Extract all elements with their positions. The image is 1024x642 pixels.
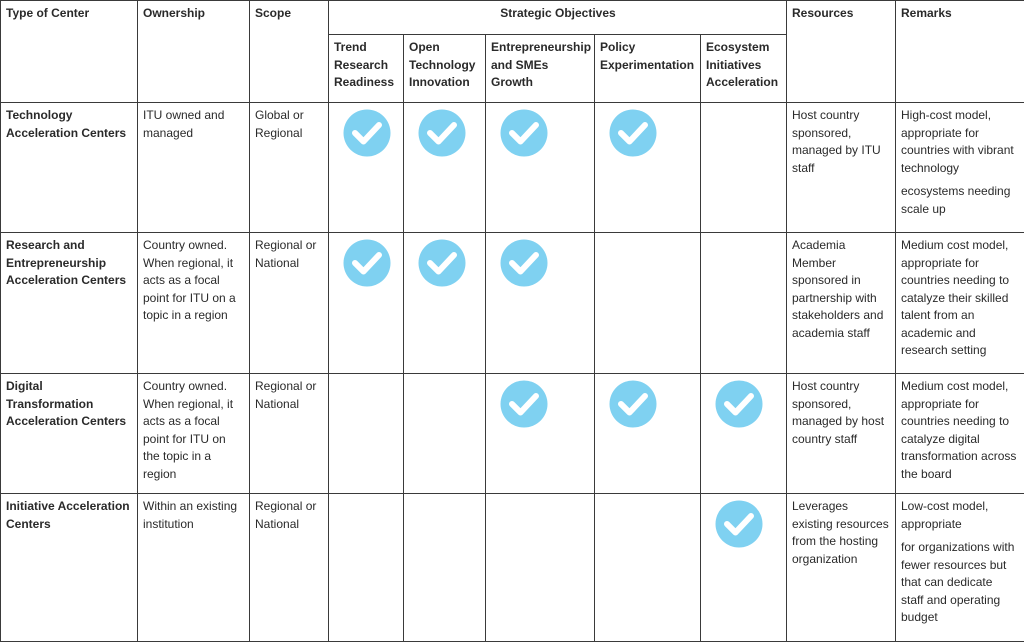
- text-line: for organizations with: [901, 540, 1015, 554]
- text-line: the board: [901, 466, 952, 481]
- cell-objective-check: [595, 103, 701, 233]
- text-line: Policy: [600, 40, 636, 54]
- text-line: Open: [409, 40, 440, 54]
- cell-ownership: [138, 233, 250, 374]
- header-objective: [701, 35, 787, 103]
- check-circle-icon: [715, 380, 763, 428]
- cell-scope: [250, 494, 329, 642]
- cell-objective-check: [329, 103, 404, 233]
- text-line: National: [255, 396, 300, 411]
- text-line: Country owned.: [143, 379, 228, 393]
- text-line: budget: [901, 610, 938, 624]
- text-line: appropriate for: [901, 255, 980, 270]
- text-line: organization: [792, 551, 858, 566]
- check-circle-icon: [500, 239, 548, 287]
- text-line: Country owned.: [143, 238, 228, 252]
- header-scope: Scope: [250, 1, 329, 103]
- text-line: Trend: [334, 40, 367, 54]
- check-circle-icon: [609, 109, 657, 157]
- text-line: Acceleration Centers: [6, 125, 127, 140]
- cell-ownership: [138, 374, 250, 494]
- cell-scope: [250, 233, 329, 374]
- cell-remarks: [896, 494, 1024, 642]
- header-objective: [404, 35, 486, 103]
- cell-objective-check: [486, 103, 595, 233]
- text-line: Entrepreneurship: [6, 255, 107, 270]
- text-line: point for ITU on: [143, 431, 226, 446]
- text-line: Academia: [792, 238, 846, 252]
- text-line: Acceleration: [706, 75, 779, 89]
- text-line: Research: [334, 57, 389, 72]
- cell-objective-check: [701, 233, 787, 374]
- table-body: [1, 103, 1024, 642]
- text-line: stakeholders and: [792, 308, 884, 322]
- remarks-paragraph: [901, 378, 1020, 483]
- table-row: [1, 233, 1024, 374]
- cell-type-of-center: [1, 233, 138, 374]
- cell-objective-check: [595, 374, 701, 494]
- text-line: Acceleration Centers: [6, 273, 127, 287]
- text-line: technology: [901, 160, 960, 175]
- text-line: academic and: [901, 325, 976, 340]
- text-line: topic in a region: [143, 308, 228, 322]
- text-line: Innovation: [409, 75, 470, 89]
- text-line: Growth: [491, 75, 533, 89]
- text-line: talent from an: [901, 308, 975, 322]
- text-line: When regional, it: [143, 255, 234, 270]
- cell-remarks: [896, 233, 1024, 374]
- table-row: [1, 374, 1024, 494]
- text-line: Initiatives: [706, 57, 762, 72]
- table-row: [1, 494, 1024, 642]
- text-line: Experimentation: [600, 57, 695, 72]
- cell-type-of-center: [1, 494, 138, 642]
- text-line: appropriate for: [901, 125, 980, 140]
- cell-objective-check: [701, 374, 787, 494]
- cell-resources: [787, 374, 896, 494]
- text-line: Regional: [255, 125, 303, 140]
- text-line: research setting: [901, 343, 987, 357]
- cell-ownership: [138, 494, 250, 642]
- text-line: Global or: [255, 108, 304, 122]
- text-line: Acceleration Centers: [6, 414, 127, 428]
- text-line: Host country: [792, 379, 860, 393]
- text-line: High-cost model,: [901, 108, 992, 122]
- text-line: Medium cost model,: [901, 379, 1009, 393]
- cell-objective-check: [595, 494, 701, 642]
- header-remarks: Remarks: [896, 1, 1024, 103]
- text-line: Regional or: [255, 499, 317, 513]
- cell-objective-check: [404, 103, 486, 233]
- text-line: appropriate: [901, 516, 962, 531]
- remarks-paragraph: [901, 107, 1020, 177]
- cell-remarks: [896, 103, 1024, 233]
- text-line: Member: [792, 255, 837, 270]
- text-line: and SMEs: [491, 57, 549, 72]
- header-type-of-center: Type of Center: [1, 1, 138, 103]
- cell-resources: [787, 494, 896, 642]
- cell-objective-check: [404, 494, 486, 642]
- text-line: acts as a focal: [143, 273, 220, 287]
- cell-resources: [787, 103, 896, 233]
- cell-objective-check: [486, 233, 595, 374]
- cell-objective-check: [486, 494, 595, 642]
- cell-type-of-center: [1, 374, 138, 494]
- text-line: acts as a focal: [143, 414, 220, 428]
- text-line: National: [255, 255, 300, 270]
- header-strategic-objectives: Strategic Objectives: [329, 1, 787, 35]
- header-resources: Resources: [787, 1, 896, 103]
- header-objective: [486, 35, 595, 103]
- cell-scope: [250, 374, 329, 494]
- remarks-paragraph: [901, 539, 1020, 627]
- text-line: sponsored,: [792, 396, 852, 411]
- text-line: sponsored in: [792, 273, 861, 287]
- text-line: partnership with: [792, 290, 877, 305]
- table-row: [1, 103, 1024, 233]
- text-line: existing resources: [792, 516, 889, 531]
- text-line: Digital: [6, 379, 43, 393]
- header-objective: [329, 35, 404, 103]
- cell-objective-check: [329, 233, 404, 374]
- text-line: ITU owned and: [143, 108, 225, 122]
- cell-ownership: [138, 103, 250, 233]
- text-line: ecosystems needing: [901, 184, 1011, 198]
- check-circle-icon: [609, 380, 657, 428]
- text-line: countries with vibrant: [901, 143, 1014, 157]
- header-ownership: Ownership: [138, 1, 250, 103]
- text-line: Centers: [6, 516, 51, 531]
- text-line: region: [143, 466, 177, 481]
- text-line: countries needing to: [901, 273, 1010, 287]
- text-line: Research and: [6, 238, 85, 252]
- text-line: Initiative Acceleration: [6, 499, 130, 513]
- check-circle-icon: [500, 109, 548, 157]
- text-line: Regional or: [255, 238, 317, 252]
- text-line: that can dedicate: [901, 575, 993, 589]
- cell-objective-check: [486, 374, 595, 494]
- cell-objective-check: [329, 494, 404, 642]
- remarks-paragraph: [901, 183, 1020, 218]
- text-line: institution: [143, 516, 194, 531]
- text-line: staff: [792, 160, 815, 175]
- check-circle-icon: [500, 380, 548, 428]
- text-line: point for ITU on a: [143, 290, 236, 305]
- cell-objective-check: [329, 374, 404, 494]
- text-line: countries needing to: [901, 414, 1010, 428]
- text-line: Within an existing: [143, 499, 238, 513]
- text-line: Regional or: [255, 379, 317, 393]
- cell-objective-check: [701, 103, 787, 233]
- text-line: the topic in a: [143, 449, 212, 463]
- text-line: Low-cost model,: [901, 499, 989, 513]
- text-line: Medium cost model,: [901, 238, 1009, 252]
- check-circle-icon: [418, 109, 466, 157]
- cell-objective-check: [404, 374, 486, 494]
- text-line: When regional, it: [143, 396, 234, 411]
- text-line: sponsored,: [792, 125, 852, 140]
- text-line: from the hosting: [792, 534, 879, 548]
- cell-objective-check: [595, 233, 701, 374]
- text-line: Transformation: [6, 396, 94, 411]
- header-objective: [595, 35, 701, 103]
- cell-scope: [250, 103, 329, 233]
- check-circle-icon: [343, 109, 391, 157]
- header-row-1: [1, 1, 1024, 35]
- text-line: Host country: [792, 108, 860, 122]
- cell-objective-check: [404, 233, 486, 374]
- text-line: transformation across: [901, 449, 1017, 463]
- cell-remarks: [896, 374, 1024, 494]
- text-line: appropriate for: [901, 396, 980, 411]
- cell-type-of-center: [1, 103, 138, 233]
- cell-resources: [787, 233, 896, 374]
- text-line: scale up: [901, 201, 946, 216]
- text-line: staff and operating: [901, 592, 1001, 607]
- text-line: academia staff: [792, 325, 870, 340]
- text-line: Readiness: [334, 75, 395, 89]
- text-line: catalyze their skilled: [901, 290, 1009, 305]
- check-circle-icon: [418, 239, 466, 287]
- check-circle-icon: [343, 239, 391, 287]
- remarks-paragraph: [901, 237, 1020, 360]
- text-line: country staff: [792, 431, 858, 446]
- text-line: Entrepreneurship: [491, 40, 592, 54]
- text-line: catalyze digital: [901, 431, 980, 446]
- text-line: managed by ITU: [792, 143, 881, 157]
- text-line: National: [255, 516, 300, 531]
- text-line: Technology: [6, 108, 73, 122]
- text-line: managed by host: [792, 414, 885, 428]
- text-line: Leverages: [792, 499, 849, 513]
- text-line: Technology: [409, 57, 476, 72]
- cell-objective-check: [701, 494, 787, 642]
- text-line: managed: [143, 125, 194, 140]
- check-circle-icon: [715, 500, 763, 548]
- text-line: fewer resources but: [901, 557, 1007, 572]
- remarks-paragraph: [901, 498, 1020, 533]
- text-line: Ecosystem: [706, 40, 770, 54]
